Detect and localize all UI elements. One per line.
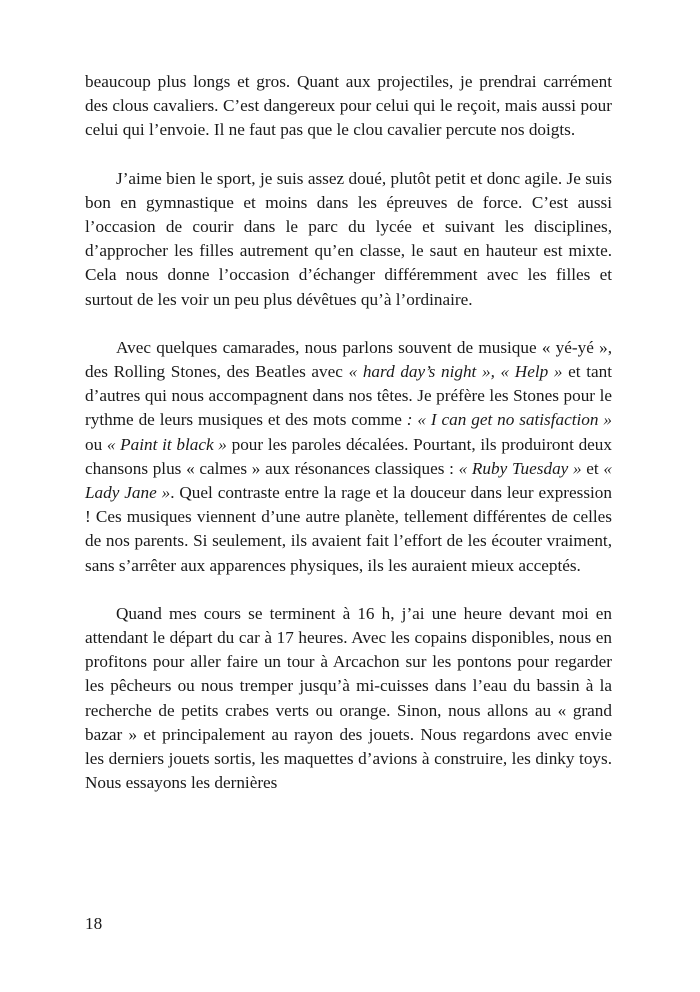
song-title-paint-it-black: « Paint it black » xyxy=(106,434,227,454)
paragraph-3 xyxy=(85,336,612,578)
page-body xyxy=(85,70,612,819)
paragraph-3-text: pour les paroles décalées. Pourtant, ils produiront deux chansons plus « calmes » aux résonances classiques : xyxy=(85,434,612,478)
song-title-hard-days-night-help: « hard day’s night », « Help » xyxy=(348,362,563,382)
paragraph-3-text: Avec quelques camarades, nous parlons souvent de musique « yé-yé », des Rolling Stones, des Beatles avec xyxy=(85,337,612,382)
paragraph-3-text: et xyxy=(581,458,604,478)
page-number: 18 xyxy=(85,914,103,933)
paragraph-2-text: J’aime bien le sport, je suis assez doué, plutôt petit et donc agile. Je suis bon en gymnastique et moins dans les épreuves de force. C’est aussi l’occasion de courir dans le parc du lycée et suivant les disciplines, d’approcher les filles autrement qu’en classe, le saut en hauteur est mixte. Cela nous donne l’occasion d’échanger différemment avec les filles et surtout de les voir un peu plus dévêtues qu’à l’ordinaire. xyxy=(85,168,612,309)
paragraph-1 xyxy=(85,70,612,143)
paragraph-3-text: et tant d’autres qui nous accompagnent dans nos têtes. Je préfère les Stones pour le rythme de leurs musiques et des mots comme xyxy=(85,362,612,430)
song-title-satisfaction: : « I can get no satisfaction » xyxy=(406,410,612,430)
paragraph-3-text: ou xyxy=(85,434,107,454)
paragraph-2 xyxy=(85,167,612,312)
song-title-lady-jane: « Lady Jane » xyxy=(85,458,613,503)
song-title-ruby-tuesday: « Ruby Tuesday » xyxy=(458,458,582,478)
paragraph-4 xyxy=(85,602,612,796)
paragraph-1-text: beaucoup plus longs et gros. Quant aux projectiles, je prendrai carrément des clous cavaliers. C’est dangereux pour celui qui le reçoit, mais aussi pour celui qui l’envoie. Il ne faut pas que le clou cavalier percute nos doigts. xyxy=(85,72,612,140)
paragraph-4-text: Quand mes cours se terminent à 16 h, j’ai une heure devant moi en attendant le départ du car à 17 heures. Avec les copains disponibles, nous en profitons pour aller faire un tour à Arcachon sur les pontons pour regarder les pêcheurs ou nous tremper jusqu’à mi-cuisses dans l’eau du bassin à la recherche de petits crabes verts ou orange. Sinon, nous allons au « grand bazar » et principalement au rayon des jouets. Nous regardons avec envie les derniers jouets sortis, les maquettes d’avions à construire, les dinky toys. Nous essayons les dernières xyxy=(85,603,612,793)
paragraph-3-text: . Quel contraste entre la rage et la douceur dans leur expression ! Ces musiques viennent d’une autre planète, tellement différentes de celles de nos parents. Si seulement, ils avaient fait l’effort de les écouter vraiment, sans s’arrêter aux apparences physiques, ils les auraient mieux acceptés. xyxy=(85,483,612,575)
